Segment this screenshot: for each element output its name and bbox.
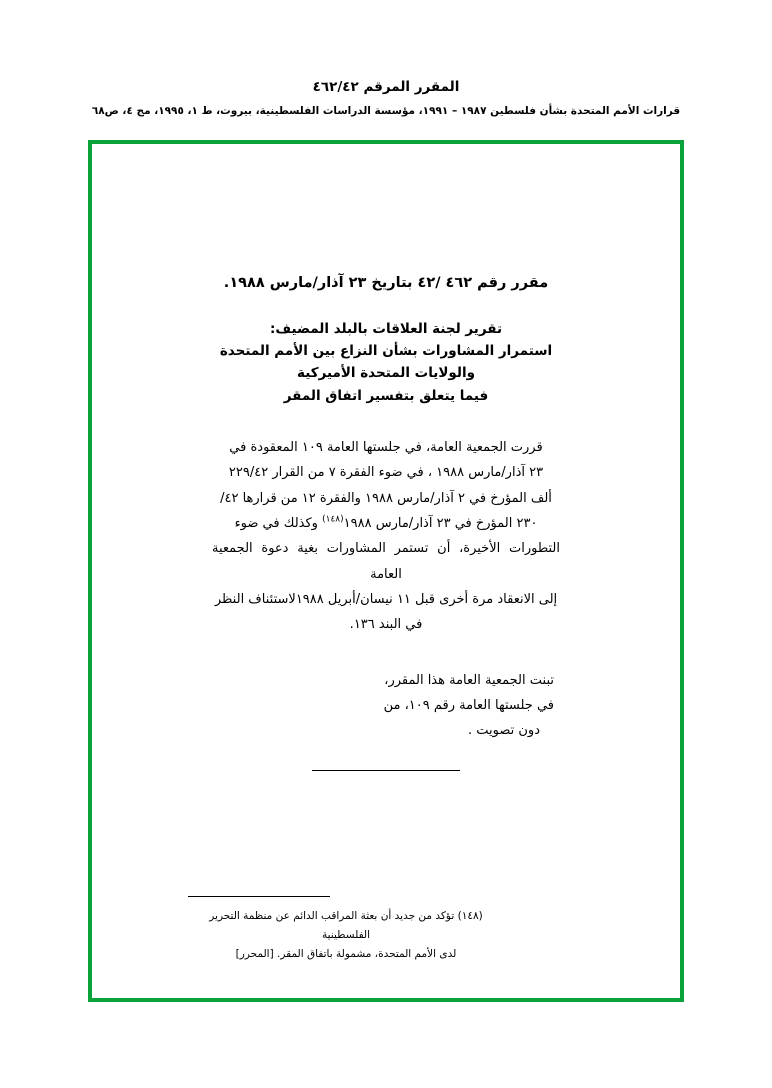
adoption-line-2: في جلستها العامة رقم ١٠٩، من	[383, 698, 554, 714]
adoption-note	[148, 668, 560, 744]
footnote-text	[148, 907, 624, 964]
footnote-marker: (١٤٨)	[322, 514, 344, 525]
resolution-subtitle-block	[148, 318, 624, 407]
body-line-2: ٢٣ آذار/مارس ١٩٨٨ ، في ضوء الفقرة ٧ من القرار ٢٢٩/٤٢	[228, 465, 544, 481]
section-divider	[312, 770, 460, 771]
footnote-divider	[188, 896, 330, 897]
body-line-4-text: ٢٣٠ المؤرخ في ٢٣ آذار/مارس ١٩٨٨	[343, 516, 538, 532]
document-number: المقرر المرقم ٤٦٢/٤٢	[312, 79, 460, 95]
resolution-heading: مقرر رقم ٤٦٢ /٤٢ بتاريخ ٢٣ آذار/مارس ١٩٨٨.	[223, 275, 549, 291]
footnote-block	[148, 896, 624, 964]
subtitle-line-2: استمرار المشاورات بشأن النزاع بين الأمم المتحدة	[219, 343, 553, 360]
body-line-5: التطورات الأخيرة، أن تستمر المشاورات بغية دعوة الجمعية العامة	[212, 541, 560, 582]
document-source-citation: قرارات الأمم المتحدة بشأن فلسطين ١٩٨٧ – ١٩٩١، مؤسسة الدراسات الفلسطينية، بيروت، ط ١، ١٩٩٥، مج ٤، ص٦٨	[91, 104, 681, 117]
resolution-heading-block	[148, 272, 624, 296]
page-header	[0, 0, 772, 120]
body-line-4-tail: وكذلك في ضوء	[234, 516, 318, 532]
body-line-7: في البند ١٣٦.	[349, 617, 423, 633]
footnote-line-2: لدى الأمم المتحدة، مشمولة باتفاق المقر. [المحرر]	[235, 948, 457, 961]
subtitle-line-1: تقرير لجنة العلاقات بالبلد المضيف:	[269, 320, 503, 337]
body-line-4	[212, 511, 560, 536]
frame-content	[92, 144, 680, 998]
green-border-frame	[88, 140, 684, 1002]
body-line-3: ألف المؤرخ في ٢ آذار/مارس ١٩٨٨ والفقرة ١٢ من قرارها ٤٢/	[220, 490, 552, 506]
subtitle-line-3: والولايات المتحدة الأميركية	[297, 365, 475, 382]
body-line-1: قررت الجمعية العامة، في جلستها العامة ١٠٩ المعقودة في	[229, 439, 543, 455]
resolution-body	[212, 435, 560, 638]
adoption-line-3: دون تصويت .	[467, 723, 540, 739]
adoption-line-1: تبنت الجمعية العامة هذا المقرر،	[384, 672, 554, 688]
body-line-6: إلى الانعقاد مرة أخرى قبل ١١ نيسان/أبريل ١٩٨٨لاستئناف النظر	[214, 592, 558, 608]
footnote-line-1: (١٤٨) تؤكد من جديد أن بعثة المراقب الدائم عن منظمة التحرير الفلسطينية	[209, 910, 483, 942]
subtitle-line-4: فيما يتعلق بتفسير اتفاق المقر	[283, 387, 489, 404]
